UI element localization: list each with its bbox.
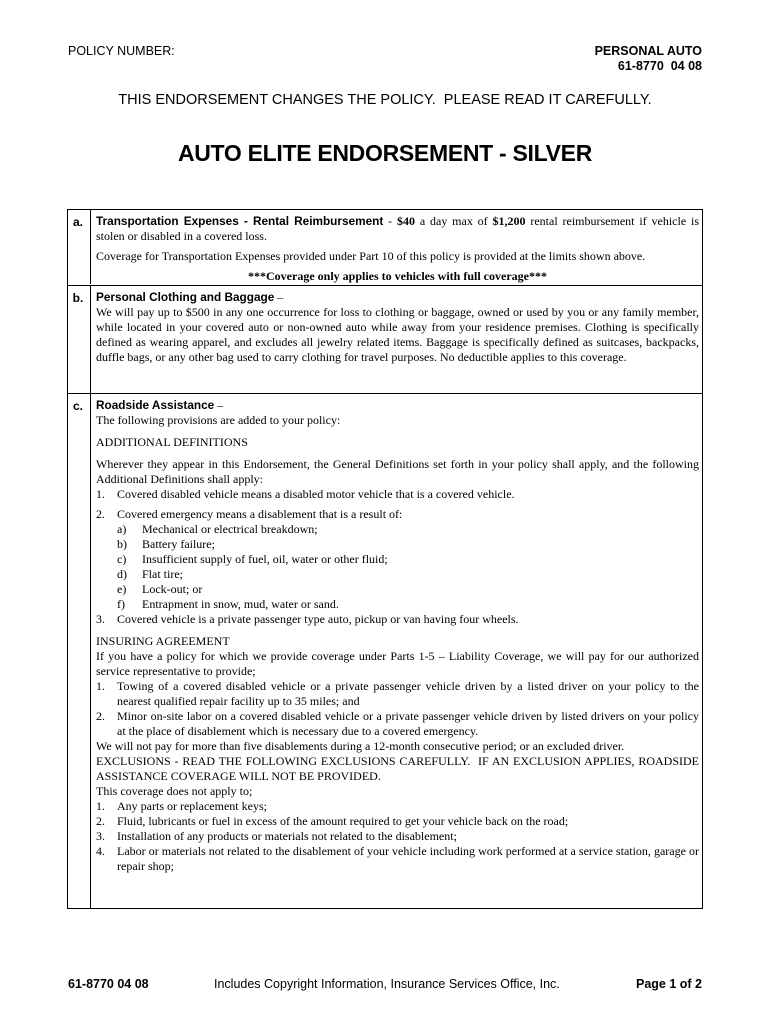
list-item: 4. Labor or materials not related to the disablement of your vehicle including work performed at a service station, garage or repair shop; bbox=[96, 844, 699, 873]
form-identifier bbox=[595, 44, 702, 74]
definitions-heading: ADDITIONAL DEFINITIONS bbox=[96, 435, 248, 449]
insuring-agreement-intro: If you have a policy for which we provide coverage under Parts 1-5 – Liability Coverage, we will pay for our authorized service representative to provide; bbox=[96, 649, 699, 678]
list-item: d) Flat tire; bbox=[117, 567, 183, 581]
policy-type: PERSONAL AUTO bbox=[594, 44, 702, 58]
list-item: b) Battery failure; bbox=[117, 537, 215, 551]
list-item: f) Entrapment in snow, mud, water or sand. bbox=[117, 597, 339, 611]
list-item: a) Mechanical or electrical breakdown; bbox=[117, 522, 318, 536]
section-a bbox=[68, 210, 702, 284]
endorsement-notice: THIS ENDORSEMENT CHANGES THE POLICY. PLEASE READ IT CAREFULLY. bbox=[118, 92, 652, 108]
section-b bbox=[68, 285, 702, 393]
list-item: 1. Towing of a covered disabled vehicle or a private passenger vehicle driven by a listed driver on your policy to the nearest qualified repair facility up to 35 miles; and bbox=[96, 679, 699, 708]
list-item: e) Lock-out; or bbox=[117, 582, 203, 596]
exclusions-intro: This coverage does not apply to; bbox=[96, 784, 253, 798]
list-item: 2. Fluid, lubricants or fuel in excess of the amount required to get your vehicle back on the road; bbox=[96, 814, 569, 828]
insuring-agreement-heading: INSURING AGREEMENT bbox=[96, 634, 230, 648]
daily-amount: $40 bbox=[396, 214, 415, 228]
page-number: Page 1 of 2 bbox=[636, 977, 702, 991]
footer-copyright: Includes Copyright Information, Insurance Services Office, Inc. bbox=[214, 977, 560, 991]
footer-form-number: 61-8770 04 08 bbox=[68, 977, 149, 991]
max-amount: $1,200 bbox=[492, 214, 526, 228]
section-b-content: Personal Clothing and Baggage – We will pay up to $500 in any one occurrence for loss to clothing or baggage, owned or used by you or any family member, while located in your covered auto or non-owned auto while away from your residence premises. Clothing is specifically defined as wearing apparel, and excludes all jewelry related items. Baggage is specifically defined as suitcases, backpacks, duffle bags, or any other bag used to carry clothing for travel purposes. No deductible applies to this coverage. bbox=[96, 290, 699, 364]
section-c-content: Roadside Assistance – The following provisions are added to your policy: ADDITIONAL DEFINITIONS Wherever they appear in this Endorsement, the General Definitions set forth in your policy shall apply, and the following Additional Definitions shall apply: 1. Covered disabled vehicle means a disabled motor vehicle that is a covered vehicle. 2. Covered emergency means a disablement that is a result of: a) Mechanical or electrical breakdown; b) Battery failure; c) Insufficient supply of fuel, oil, water or other fluid; d) Flat tire; e) Lock-out; or f) Entrapment in snow, mud, water or sand. 3. Covered vehicle is a private passenger type auto, pickup or van having four wheels. INSURING AGREEMENT If you have a policy for which we provide coverage under Parts 1-5 – Liability Coverage, we will pay for our authorized service representative to provide; 1. Towing of a covered disabled vehicle or a private passenger vehicle driven by a listed driver on your policy to the nearest qualified repair facility up to 35 miles; and 2. Minor on-site labor on a covered disabled vehicle or a private passenger vehicle driven by listed drivers on your policy at the place of disablement which is necessary due to a covered emergency. We will not pay for more than five disablements during a 12-month consecutive period; or an excluded driver. EXCLUSIONS - READ THE FOLLOWING EXCLUSIONS CAREFULLY. IF AN EXCLUSION APPLIES, ROADSIDE ASSISTANCE COVERAGE WILL NOT BE PROVIDED. This coverage does not apply to; 1. Any parts or replacement keys; 2. Fluid, lubricants or fuel in excess of the amount required to get your vehicle back on the road; 3. Installation of any products or materials not related to the disablement; 4. Labor or materials not related to the disablement of your vehicle including work performed at a service station, garage or repair shop; bbox=[96, 398, 702, 873]
list-item: 3. Installation of any products or materials not related to the disablement; bbox=[96, 829, 457, 843]
section-c bbox=[68, 393, 702, 909]
section-a-content bbox=[96, 214, 699, 284]
exclusions-heading: EXCLUSIONS - READ THE FOLLOWING EXCLUSIONS CAREFULLY. IF AN EXCLUSION APPLIES, ROADSIDE ASSISTANCE COVERAGE WILL NOT BE PROVIDED. bbox=[96, 754, 702, 783]
section-c-intro: The following provisions are added to your policy: bbox=[96, 413, 341, 427]
section-b-heading: Personal Clothing and Baggage bbox=[96, 290, 275, 304]
list-item: 1. Covered disabled vehicle means a disabled motor vehicle that is a covered vehicle. bbox=[96, 487, 515, 501]
endorsement-table bbox=[67, 209, 703, 909]
list-item: c) Insufficient supply of fuel, oil, water or other fluid; bbox=[117, 552, 388, 566]
section-c-letter: c. bbox=[72, 399, 83, 413]
list-item: 2. Minor on-site labor on a covered disabled vehicle or a private passenger vehicle driven by listed drivers on your policy at the place of disablement which is necessary due to a covered emergency. bbox=[96, 709, 699, 738]
list-item: 2. Covered emergency means a disablement that is a result of: bbox=[96, 507, 403, 521]
policy-number-label: POLICY NUMBER: bbox=[68, 44, 175, 58]
section-b-letter: b. bbox=[72, 291, 84, 305]
section-c-heading: Roadside Assistance bbox=[96, 398, 215, 412]
section-a-note: ***Coverage only applies to vehicles with full coverage*** bbox=[248, 269, 547, 283]
section-a-letter: a. bbox=[72, 215, 83, 229]
page-title: AUTO ELITE ENDORSEMENT - SILVER bbox=[177, 140, 593, 166]
list-item: 1. Any parts or replacement keys; bbox=[96, 799, 267, 813]
section-a-paragraph: Transportation Expenses - Rental Reimbursement - $40 a day max of $1,200 rental reimbursement if vehicle is stolen or disabled in a covered loss. bbox=[96, 214, 700, 243]
list-item: 3. Covered vehicle is a private passenger type auto, pickup or van having four wheels. bbox=[96, 612, 519, 626]
section-a-limits: Coverage for Transportation Expenses provided under Part 10 of this policy is provided at the limits shown above. bbox=[96, 249, 646, 263]
section-a-heading: Transportation Expenses - Rental Reimbursement bbox=[96, 214, 384, 228]
definitions-intro: Wherever they appear in this Endorsement, the General Definitions set forth in your policy shall apply, and the following Additional Definitions shall apply: bbox=[96, 457, 699, 486]
section-b-body: We will pay up to $500 in any one occurrence for loss to clothing or baggage, owned or used by you or any family member, while located in your covered auto or non-owned auto while away from your residence premises. Clothing is specifically defined as wearing apparel, and excludes all jewelry related items. Baggage is specifically defined as suitcases, backpacks, duffle bags, or any other bag used to carry clothing for travel purposes. No deductible applies to this coverage. bbox=[96, 305, 699, 364]
disablement-limit: We will not pay for more than five disablements during a 12-month consecutive period; or an excluded driver. bbox=[96, 739, 625, 753]
header-form-number: 61-8770 04 08 bbox=[617, 59, 702, 73]
